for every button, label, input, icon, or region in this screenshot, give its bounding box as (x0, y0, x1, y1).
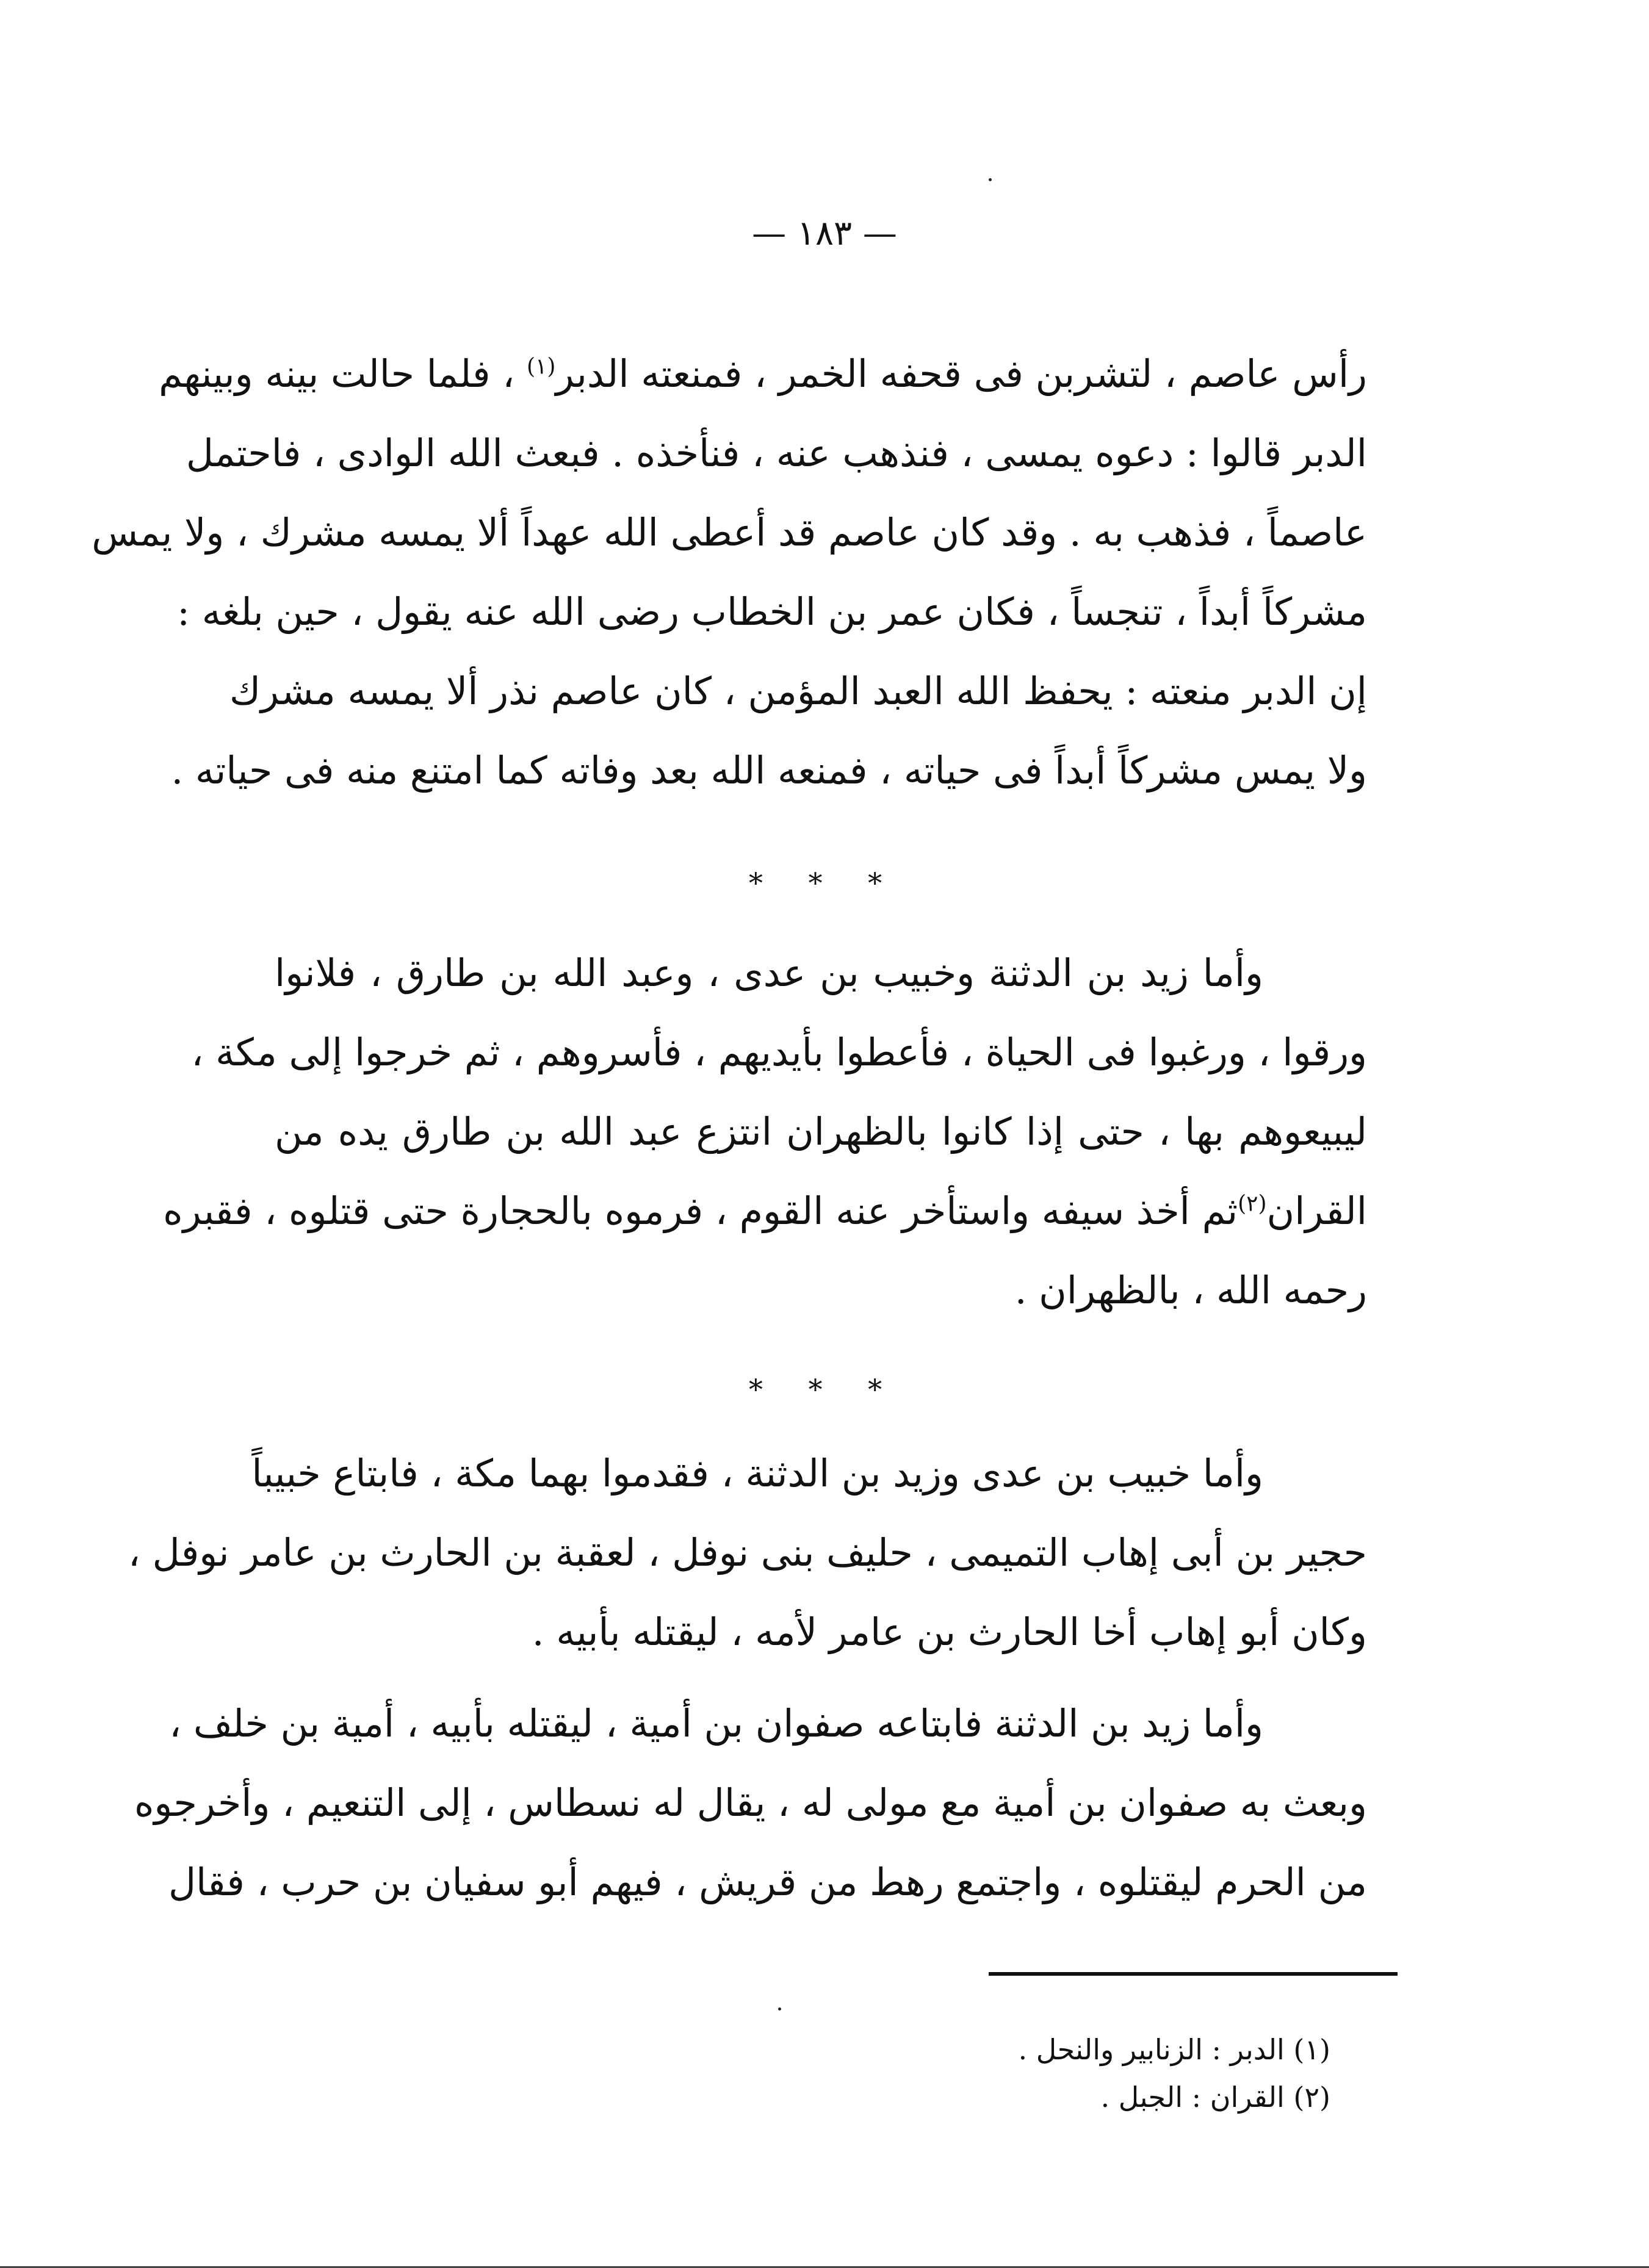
scan-speck (778, 2007, 781, 2011)
text-line: من الحرم ليقتلوه ، واجتمع رهط من قريش ، فيهم أبو سفيان بن حرب ، فقال (168, 1860, 1367, 1904)
text-line: إن الدبر منعته : يحفظ الله العبد المؤمن ، كان عاصم نذر ألا يمسه مشرك (229, 669, 1367, 713)
paragraph-1 (92, 334, 1367, 810)
text-line-tail: ثم أخذ سيفه واستأخر عنه القوم ، فرموه بالحجارة حتى قتلوه ، فقبره (163, 1189, 1238, 1233)
footnote-marker-1: (١) (527, 354, 556, 380)
text-line: الدبر قالوا : دعوه يمسى ، فنذهب عنه ، فنأخذه . فبعث الله الوادى ، فاحتمل (186, 431, 1367, 475)
section-separator: * * * (748, 1373, 901, 1406)
text-line: عاصماً ، فذهب به . وقد كان عاصم قد أعطى الله عهداً ألا يمسه مشرك ، ولا يمس (92, 510, 1367, 555)
text-line: مشركاً أبداً ، تنجساً ، فكان عمر بن الخطاب رضى الله عنه يقول ، حين بلغه : (177, 589, 1367, 634)
paragraph-3 (128, 1434, 1367, 1672)
footnote-divider (989, 1972, 1398, 1976)
footnote-2: (٢) القران : الجبل . (1100, 2081, 1330, 2114)
text-line (159, 334, 1367, 414)
text-line: ليبيعوهم بها ، حتى إذا كانوا بالظهران انتزع عبد الله بن طارق يده من (275, 1109, 1367, 1154)
text-line: وكان أبو إهاب أخا الحارث بن عامر لأمه ، ليقتله بأبيه . (532, 1610, 1367, 1654)
text-line: ولا يمس مشركاً أبداً فى حياته ، فمنعه الله بعد وفاته كما امتنع منه فى حياته . (171, 748, 1367, 793)
scan-speck (989, 178, 992, 181)
page-number: — ١٨٣ — (752, 214, 897, 253)
text-line: وأما خبيب بن عدى وزيد بن الدثنة ، فقدموا بهما مكة ، فابتاع خبيباً (251, 1451, 1263, 1496)
text-line (163, 1172, 1367, 1251)
text-line: ورقوا ، ورغبوا فى الحياة ، فأعطوا بأيديهم ، فأسروهم ، ثم خرجوا إلى مكة ، (191, 1030, 1367, 1075)
text-line: وأما زيد بن الدثنة فابتاعه صفوان بن أمية ، ليقتله بأبيه ، أمية بن خلف ، (169, 1701, 1263, 1746)
footnotes (732, 2026, 1330, 2121)
footnote-marker-2: (٢) (1238, 1191, 1267, 1217)
text-line-head: رأس عاصم ، لتشربن فى قحفه الخمر ، فمنعته الدبر (555, 351, 1367, 396)
text-line: حجير بن أبى إهاب التميمى ، حليف بنى نوفل ، لعقبة بن الحارث بن عامر نوفل ، (128, 1530, 1367, 1575)
text-line: وأما زيد بن الدثنة وخبيب بن عدى ، وعبد الله بن طارق ، فلانوا (275, 951, 1263, 995)
text-line-tail: ، فلما حالت بينه وبينهم (159, 351, 515, 396)
footnote-1: (١) الدبر : الزنابير والنحل . (1018, 2033, 1330, 2066)
text-line: وبعث به صفوان بن أمية مع مولى له ، يقال له نسطاس ، إلى التنعيم ، وأخرجوه (134, 1780, 1367, 1825)
section-separator: * * * (748, 866, 901, 899)
text-line-head: القران (1266, 1189, 1367, 1233)
paragraph-2 (163, 934, 1367, 1330)
text-line: رحمه الله ، بالظهران . (1014, 1268, 1367, 1312)
paragraph-4 (134, 1684, 1367, 1922)
